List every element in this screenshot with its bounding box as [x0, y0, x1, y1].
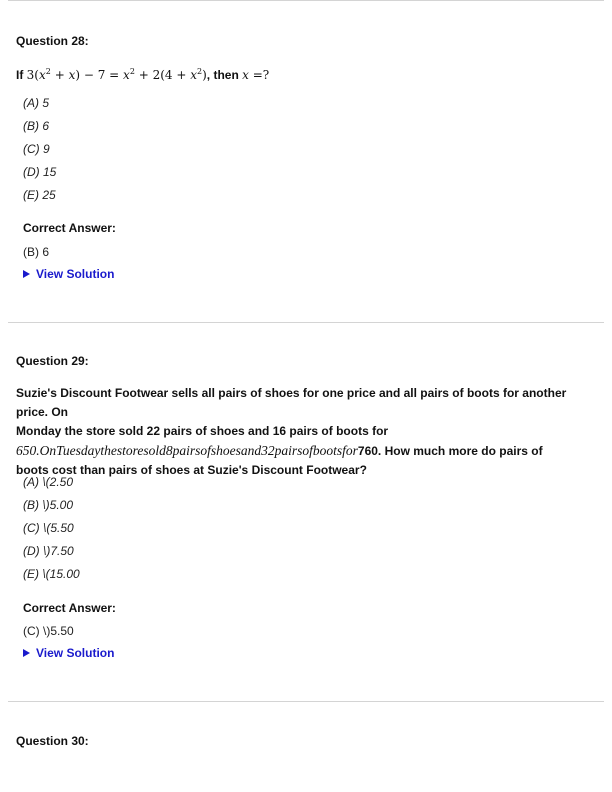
option-c[interactable]: (C) \(5.50	[23, 521, 74, 535]
question-29-options	[23, 471, 80, 586]
option-b[interactable]: (B) \)5.00	[23, 498, 74, 512]
question-28-stem	[16, 62, 598, 85]
triangle-right-icon	[23, 649, 30, 657]
question-28-heading: Question 28:	[16, 34, 89, 48]
question-29-view-solution-label: View Solution	[36, 646, 115, 660]
question-29-stem-line-1: Suzie's Discount Footwear sells all pairs of shoes for one price and all pairs of boots for another price. On	[16, 386, 567, 419]
question-28-options	[23, 92, 56, 207]
question-29-view-solution-link[interactable]	[23, 645, 114, 661]
question-29-stem-line-2: Monday the store sold 22 pairs of shoes and 16 pairs of boots for	[16, 424, 389, 438]
question-29-stem-math-run: 650.OnTuesdaythestoresold8pairsofshoesand32pairsofbootsfor	[16, 443, 358, 458]
option-c[interactable]: (C) 9	[23, 142, 50, 156]
question-28-stem-prefix: If	[16, 68, 27, 82]
question-29-stem-line-4: boots cost than pairs of shoes at Suzie's Discount Footwear?	[16, 463, 367, 477]
question-28-view-solution-link[interactable]	[23, 266, 114, 282]
triangle-right-icon	[23, 270, 30, 278]
top-divider	[8, 0, 604, 1]
option-d[interactable]: (D) \)7.50	[23, 544, 74, 558]
question-28-correct-answer-label: Correct Answer:	[23, 221, 116, 235]
option-a[interactable]: (A) 5	[23, 96, 50, 110]
question-29-correct-answer-label: Correct Answer:	[23, 601, 116, 615]
option-d[interactable]: (D) 15	[23, 165, 57, 179]
question-30-heading: Question 30:	[16, 734, 89, 748]
question-28-equation: $3(x^2 + x) - 7 = x^2 + 2(4 + x^2)$	[26, 67, 207, 82]
question-29-stem-line-3	[16, 441, 598, 461]
question-divider	[8, 322, 604, 323]
question-29-stem	[16, 384, 598, 480]
question-28-stem-mid: , then	[206, 68, 243, 82]
question-29-heading: Question 29:	[16, 354, 89, 368]
question-28-view-solution-label: View Solution	[36, 267, 115, 281]
option-b[interactable]: (B) 6	[23, 119, 50, 133]
question-29-correct-answer-value: (C) \)5.50	[23, 624, 74, 638]
question-28-unknown: x =?	[242, 68, 270, 82]
option-e[interactable]: (E) 25	[23, 188, 56, 202]
option-e[interactable]: (E) \(15.00	[23, 567, 80, 581]
question-29-stem-line-3-text: 760. How much more do pairs of	[357, 444, 543, 458]
option-a[interactable]: (A) \(2.50	[23, 475, 74, 489]
question-28-correct-answer-value: (B) 6	[23, 245, 50, 259]
question-divider	[8, 701, 604, 702]
